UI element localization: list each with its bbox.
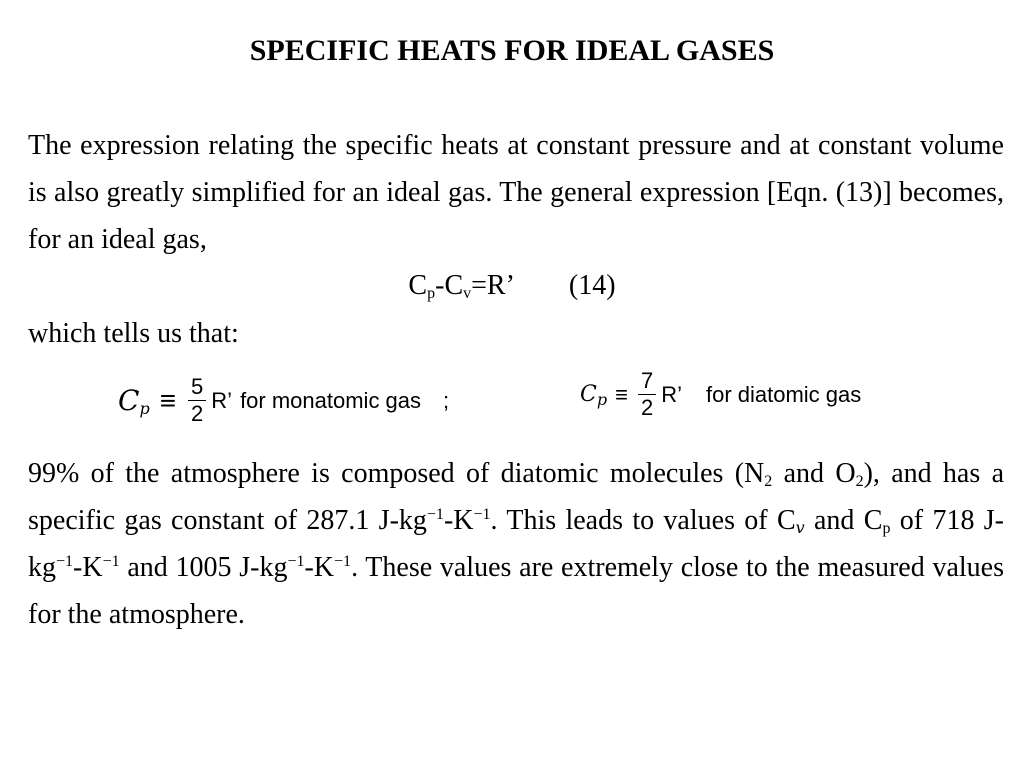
gas-constant: R’ <box>661 381 682 407</box>
slide-title: SPECIFIC HEATS FOR IDEAL GASES <box>249 34 775 67</box>
diatomic-formula <box>580 370 861 419</box>
equation-rhs: =R’ <box>471 270 515 301</box>
denominator: 2 <box>191 401 204 426</box>
gas-constant: R’ <box>211 387 233 413</box>
fraction-five-halves <box>188 376 206 425</box>
cp-symbol: $C_p$ <box>118 384 150 418</box>
intro-paragraph: The expression relating the specific heats at constant pressure and at constant volume is also greatly simplified for an ideal gas. The general expression [Eqn. (13)] becomes, for an ideal gas, <box>28 130 1004 255</box>
numerator: 7 <box>638 370 656 395</box>
cp-subscript: p <box>427 285 436 302</box>
monatomic-formula <box>118 376 449 425</box>
equivalence-sign: ≡ <box>615 381 628 407</box>
lead-in-text: which tells us that: <box>28 318 239 349</box>
cv-symbol: C <box>444 270 464 301</box>
fraction-seven-halves <box>638 370 656 419</box>
cp-symbol: C <box>408 270 428 301</box>
denominator: 2 <box>640 395 654 420</box>
numerator: 5 <box>188 376 206 401</box>
cp-symbol: $C_p$ <box>580 382 608 409</box>
equivalence-sign: ≡ <box>159 384 177 416</box>
monatomic-label: for monatomic gas <box>240 387 422 413</box>
separator: ; <box>443 387 450 413</box>
diatomic-label: for diatomic gas <box>705 381 862 407</box>
cv-subscript: v <box>463 285 472 302</box>
minus-sign: - <box>435 270 445 301</box>
equation-number: (14) <box>568 270 616 301</box>
atmosphere-paragraph: 99% of the atmosphere is composed of diatomic molecules ($N_2$ and $O_2$), and has a specific gas constant of 287.1 $J-kg^{-1}-K^{-1}$. This leads to values of $C_v$ and $C_p$ of 718 $J-kg^{-1}-K^{-1}$ and 1005 $J-kg^{-1}-K^{-1}$. These values are extremely close to the measured values for the atmosphere. <box>28 458 1004 630</box>
equation-14 <box>0 266 1024 306</box>
